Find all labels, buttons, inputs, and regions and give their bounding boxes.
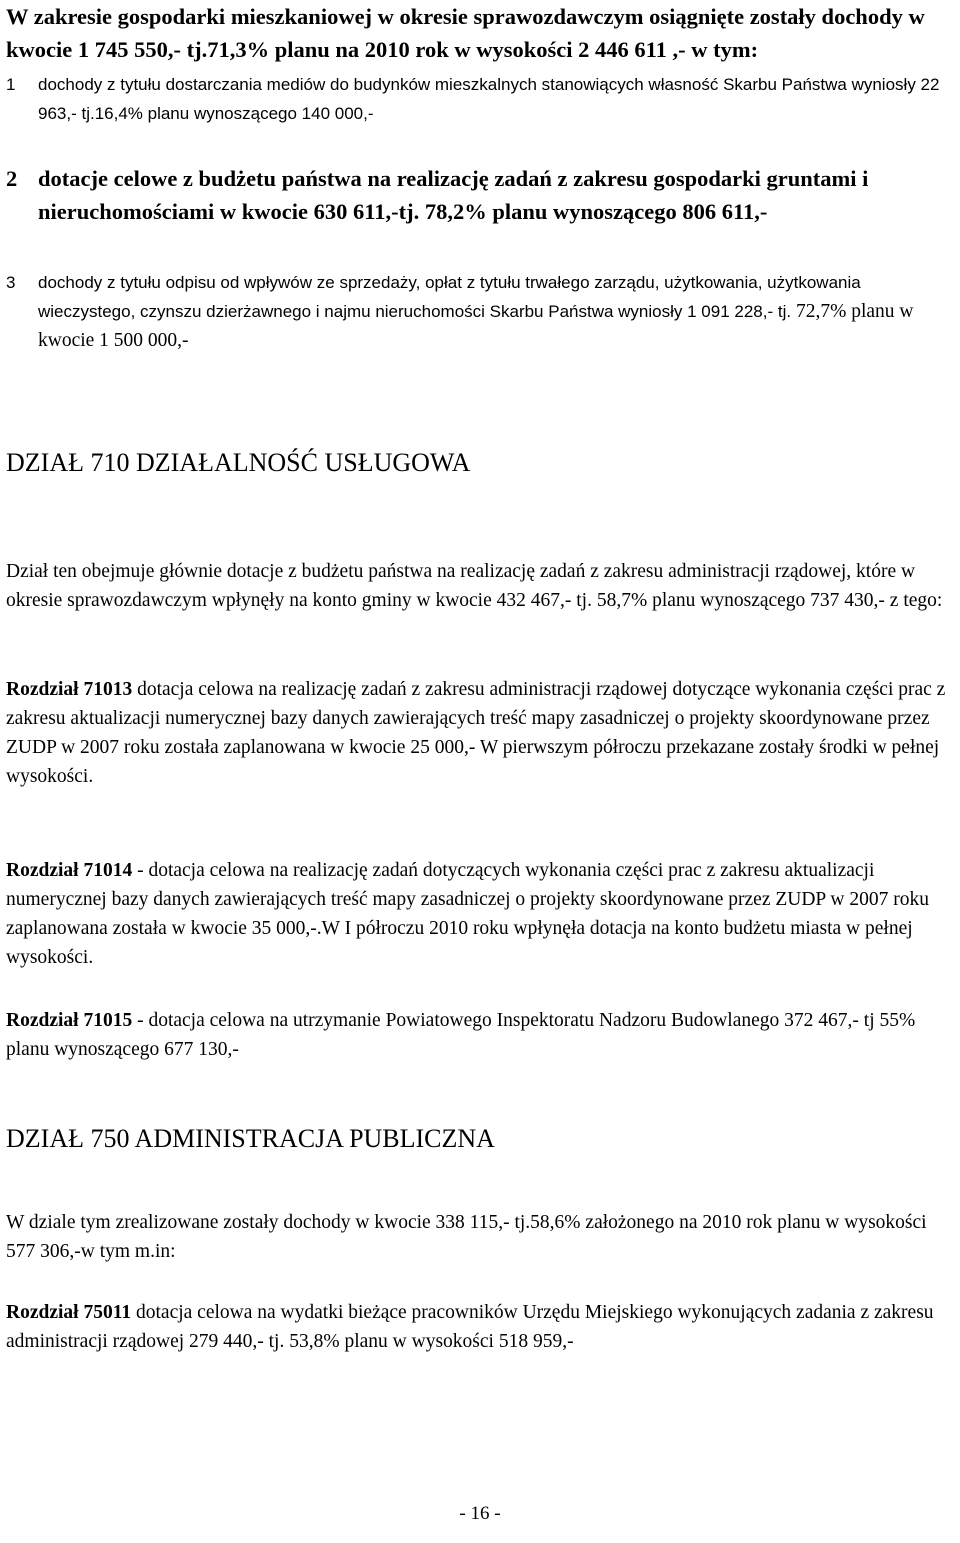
list-item-text-part-sans: dochody z tytułu odpisu od wpływów ze sprzedaży, opłat z tytułu trwałego zarządu, użytkowania, użytkowania wieczystego, czynszu dzierżawnego i najmu nieruchomości Skarbu Państwa wyniosły 1 091 228,- tj.: [38, 273, 861, 321]
list-item-text: [38, 268, 956, 355]
list-item-3: [6, 268, 956, 355]
rozdzial-text: dotacja celowa na realizację zadań z zakresu administracji rządowej dotyczące wykonania części prac z zakresu aktualizacji numerycznej bazy danych zawierających treść mapy zasadniczej o projekty skoordynowane przez ZUDP w 2007 roku została zaplanowana w kwocie 25 000,- W pierwszym półroczu przekazane zostały środki w pełnej wysokości.: [6, 679, 946, 787]
list-item-1: [6, 70, 956, 128]
section-710-intro: [6, 557, 956, 615]
list-item-text: dochody z tytułu dostarczania mediów do budynków mieszkalnych stanowiących własność Skarbu Państwa wyniosły 22 963,- tj.16,4% planu wynoszącego 140 000,-: [38, 75, 940, 123]
section-heading-710: DZIAŁ 710 DZIAŁALNOŚĆ USŁUGOWA: [6, 448, 471, 477]
list-item-number: 3: [6, 273, 16, 292]
section-heading-750: DZIAŁ 750 ADMINISTRACJA PUBLICZNA: [6, 1124, 495, 1153]
list-item-number: 1: [6, 75, 16, 94]
rozdzial-text: - dotacja celowa na realizację zadań dotyczących wykonania części prac z zakresu aktualizacji numerycznej bazy danych zawierających treść mapy zasadniczej o projekty skoordynowane przez ZUDP w 2007 roku zaplanowana została w kwocie 35 000,-.W I półroczu 2010 roku wpłynęła dotacja na konto budżetu miasta w pełnej wysokości.: [6, 860, 929, 968]
rozdzial-label: Rozdział 71013: [6, 679, 133, 700]
intro-text: W zakresie gospodarki mieszkaniowej w okresie sprawozdawczym osiągnięte zostały dochody w kwocie 1 745 550,- tj.71,3% planu na 2010 rok w wysokości 2 446 611 ,- w tym:: [6, 4, 925, 62]
rozdzial-71014: [6, 856, 956, 972]
rozdzial-label: Rozdział 71015: [6, 1010, 133, 1031]
section-750-intro: [6, 1208, 956, 1266]
rozdzial-label: Rozdział 71014: [6, 860, 133, 881]
list-item-text: dotacje celowe z budżetu państwa na realizację zadań z zakresu gospodarki gruntami i nieruchomościami w kwocie 630 611,-tj. 78,2% planu wynoszącego 806 611,-: [38, 166, 869, 224]
section-710-intro-text: Dział ten obejmuje głównie dotacje z budżetu państwa na realizację zadań z zakresu administracji rządowej, które w okresie sprawozdawczym wpłynęły na konto gminy w kwocie 432 467,- tj. 58,7% planu wynoszącego 737 430,- z tego:: [6, 561, 943, 611]
list-item-text-part-serif: 72,7% planu w kwocie 1 500 000,-: [38, 301, 914, 351]
list-item-2: [6, 162, 956, 228]
list-item-number: 2: [6, 166, 18, 191]
section-750-intro-text: W dziale tym zrealizowane zostały dochody w kwocie 338 115,- tj.58,6% założonego na 2010 rok planu w wysokości 577 306,-w tym m.in:: [6, 1212, 927, 1262]
rozdzial-75011: [6, 1298, 956, 1356]
rozdzial-71015: [6, 1006, 956, 1064]
page-number: - 16 -: [459, 1503, 501, 1524]
rozdzial-text: dotacja celowa na wydatki bieżące pracowników Urzędu Miejskiego wykonujących zadania z zakresu administracji rządowej 279 440,- tj. 53,8% planu w wysokości 518 959,-: [6, 1302, 934, 1352]
intro-paragraph: [6, 0, 956, 66]
rozdzial-text: - dotacja celowa na utrzymanie Powiatowego Inspektoratu Nadzoru Budowlanego 372 467,- tj 55% planu wynoszącego 677 130,-: [6, 1010, 916, 1060]
rozdzial-71013: [6, 675, 956, 791]
rozdzial-label: Rozdział 75011: [6, 1302, 132, 1323]
